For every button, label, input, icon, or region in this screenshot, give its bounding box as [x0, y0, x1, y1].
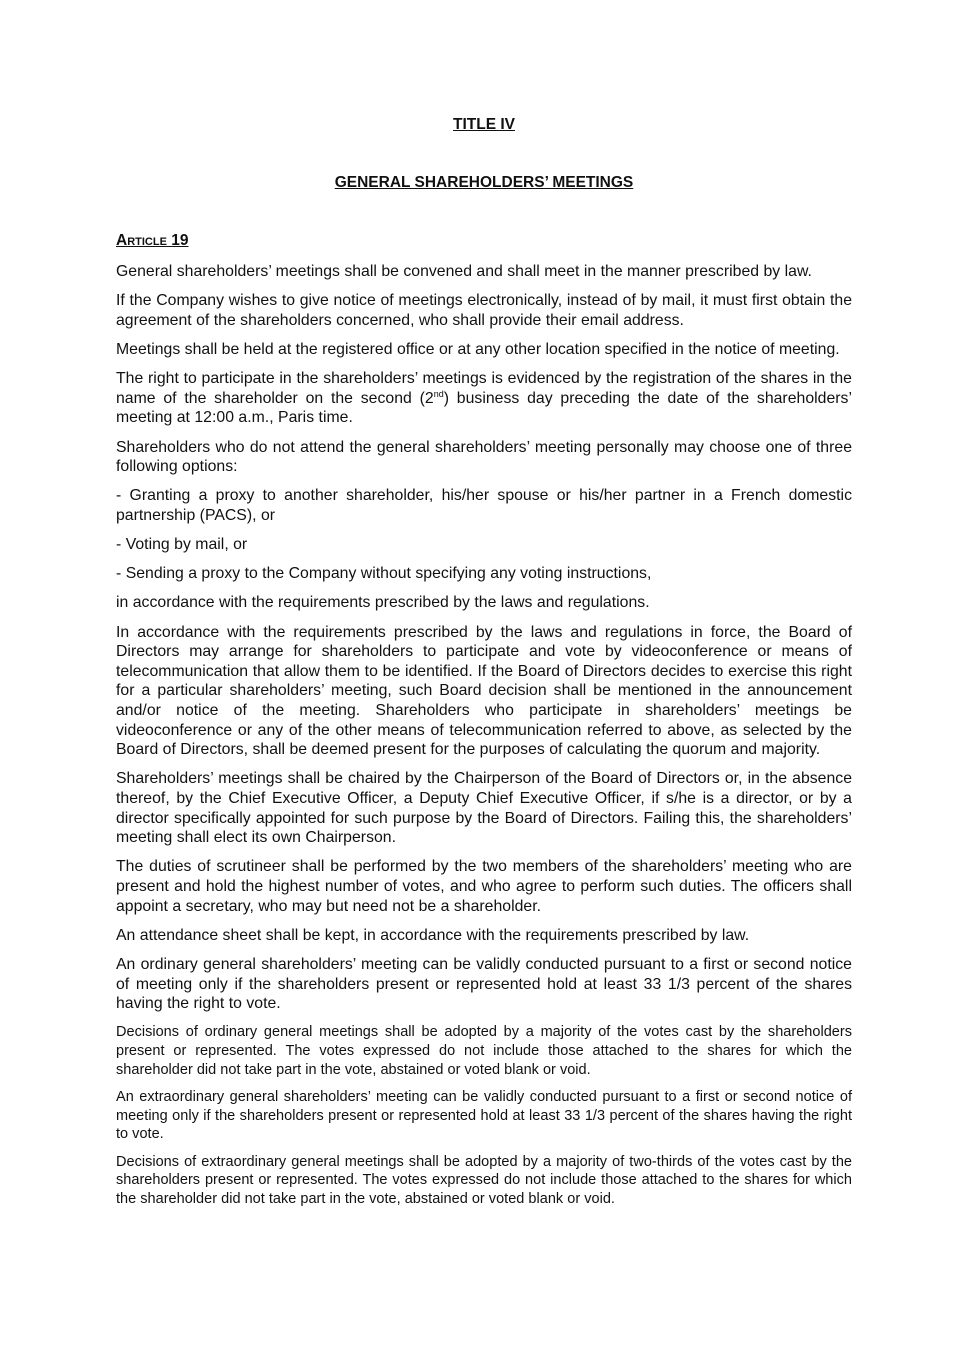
article-heading [116, 232, 188, 250]
paragraph: in accordance with the requirements prescribed by the laws and regulations. [116, 594, 650, 612]
paragraph: The duties of scrutineer shall be performed by the two members of the shareholders’ meeting who are present and hold the highest number of votes, and who agree to perform such duties. The officers shall appoint a secretary, who may but need not be a shareholder. [116, 858, 852, 915]
paragraph: An extraordinary general shareholders’ meeting can be validly conducted pursuant to a first or second notice of meeting only if the shareholders present or represented hold at least 33 1/3 percent of the shares having the right to vote. [116, 1089, 852, 1143]
article-body [116, 262, 852, 1218]
paragraph: If the Company wishes to give notice of meetings electronically, instead of by mail, it must first obtain the agreement of the shareholders concerned, who shall provide their email address. [116, 292, 852, 329]
section-heading: GENERAL SHAREHOLDERS’ MEETINGS [334, 174, 634, 191]
list-item: - Voting by mail, or [116, 536, 248, 554]
paragraph: In accordance with the requirements prescribed by the laws and regulations in force, the Board of Directors may arrange for shareholders to participate and vote by videoconference or means of telecommunication that allow them to be identified. If the Board of Directors decides to exercise this right for a particular shareholders’ meeting, such Board decision shall be mentioned in the announcement and/or notice of the meeting. Shareholders who participate in shareholders’ meetings be videoconference or any of the other means of telecommunication referred to above, as selected by the Board of Directors, shall be deemed present for the purposes of calculating the quorum and majority. [116, 623, 852, 759]
paragraph-text: The right to participate in the shareholders’ meetings is evidenced by the registration of the shares in the name of the shareholder on the second (2 [116, 370, 852, 407]
paragraph: Shareholders’ meetings shall be chaired by the Chairperson of the Board of Directors or, in the absence thereof, by the Chief Executive Officer, a Deputy Chief Executive Officer, if s/he is a director, or by a director specifically appointed for such purpose by the Board of Directors. Failing this, the shareholders’ meeting shall elect its own Chairperson. [116, 770, 852, 847]
title-heading: TITLE IV [453, 116, 515, 133]
list-item: - Granting a proxy to another shareholder, his/her spouse or his/her partner in a French domestic partnership (PACS), or [116, 487, 852, 524]
paragraph: An attendance sheet shall be kept, in accordance with the requirements prescribed by law. [116, 926, 750, 944]
list-item: - Sending a proxy to the Company without specifying any voting instructions, [116, 565, 652, 583]
paragraph: General shareholders’ meetings shall be convened and shall meet in the manner prescribed by law. [116, 263, 812, 280]
paragraph: An ordinary general shareholders’ meeting can be validly conducted pursuant to a first or second notice of meeting only if the shareholders present or represented hold at least 33 1/3 percent of the shares having the right to vote. [116, 955, 852, 1013]
paragraph [116, 369, 852, 428]
article-word: Article [116, 232, 167, 249]
paragraph: Decisions of extraordinary general meetings shall be adopted by a majority of two-thirds of the votes cast by the shareholders present or represented. The votes expressed do not include those attached to the shares for which the shareholder did not take part in the vote, abstained or voted blank or void. [116, 1153, 852, 1208]
paragraph-text: ) business day preceding the date of the shareholders’ meeting at 12:00 a.m., Paris time. [116, 389, 852, 427]
article-number: 19 [171, 232, 189, 249]
paragraph: Decisions of ordinary general meetings shall be adopted by a majority of the votes cast by the shareholders present or represented. The votes expressed do not include those attached to the shares for which the shareholder did not take part in the vote, abstained or voted blank or void. [116, 1024, 852, 1078]
ordinal-superscript: nd [433, 388, 444, 399]
paragraph: Meetings shall be held at the registered office or at any other location specified in the notice of meeting. [116, 340, 840, 358]
paragraph: Shareholders who do not attend the general shareholders’ meeting personally may choose one of three following options: [116, 438, 852, 476]
